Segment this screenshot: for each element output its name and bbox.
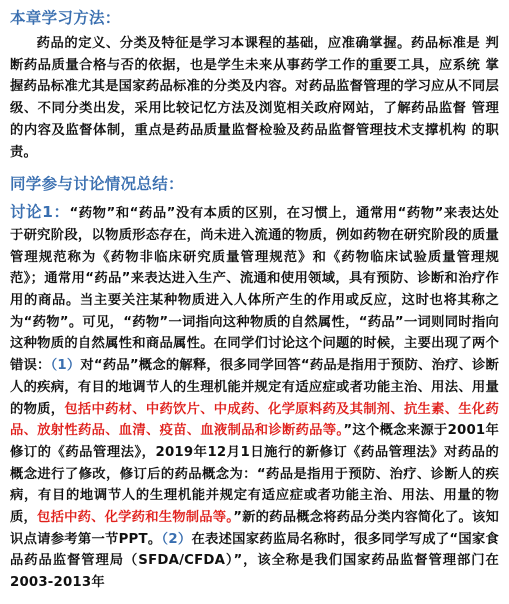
discussion-text: 在表述国家药监局名称时，很多同学写成了“国家食品药品监督管理局（SFDA/CFDA）”，该全称是我们国家药品监督管理部门在2003-2013年 — [10, 531, 499, 591]
study-method-paragraph: 药品的定义、分类及特征是学习本课程的基础，应准确掌握。药品标准是 判断药品质量合格与否的依据，也是学生未来从事药学工作的重要工具，应系统 掌握药品标准尤其是国家药品标准的分类及内容。对药品监督管理的学习应从不同层级、不同分类出发，采用比较记忆方法及浏览相关政府网站，了解药品监督 管理的内容及监督体制，重点是药品质量监督检验及药品监督管理技术支撑机构 的职责。 — [10, 36, 499, 160]
section-heading-discussion-summary: 同学参与讨论情况总结： — [10, 175, 184, 194]
highlight-new-definition: 包括中药、化学药和生物制品等。 — [37, 510, 234, 526]
section-heading-study-method: 本章学习方法： — [10, 9, 121, 27]
discussion-text: 对“药品”概念的解释，很多同学回答“药品是指用于预防、治疗、诊断人的疾病，有目的地调节人的生理机能并规定有适应症或者功能主治、用法、用量的物质， — [10, 358, 499, 417]
point-marker-2: （2） — [161, 531, 192, 547]
discussion-text: “药物”和“药品”没有本质的区别，在习惯上，通常用“药物”来表达处于研究阶段，以物质形态存在，尚未进入流通的物质，例如药物在研究阶段的质量管理规范称为《药物非临床研究质量管理规范》和《药物临床试验质量管理规范》；通常用“药品”来表达进入生产、流通和使用领域，具有预防、诊断和治疗作用的商品。当主要关注某种物质进入人体所产生的作用或反应，这时也将其称之为“药物”。可见，“药物”一词指向这种物质的自然属性，“药品”一词则同时指向这种物质的自然属性和商品属性。在同学们讨论这个问题的时候，主要出现了两个错误： — [10, 206, 499, 374]
discussion-text: ”这个概念来源于2001年修订的《药品管理法》，2019年12月1日施行的新修订《药品管理法》对药品的概念进行了修改，修订后的药品概念为：“药品是指用于预防、治疗、诊断人的疾病，有目的地调节人的生理机能并规定有适应症或者功能主治、用法、用量的物质， — [10, 423, 499, 526]
point-marker-1: （1） — [50, 358, 81, 374]
highlight-old-definition: 包括中药材、中药饮片、中成药、化学原料药及其制剂、抗生素、生化药品、放射性药品、血清、疫苗、血液制品和诊断药品等。 — [10, 401, 499, 439]
discussion-text: ”新的药品概念将药品分类内容简化了。该知识点请参考第一节PPT。 — [10, 510, 499, 547]
discussion-1-paragraph — [10, 202, 499, 594]
discussion-1-label: 讨论1： — [10, 203, 70, 222]
